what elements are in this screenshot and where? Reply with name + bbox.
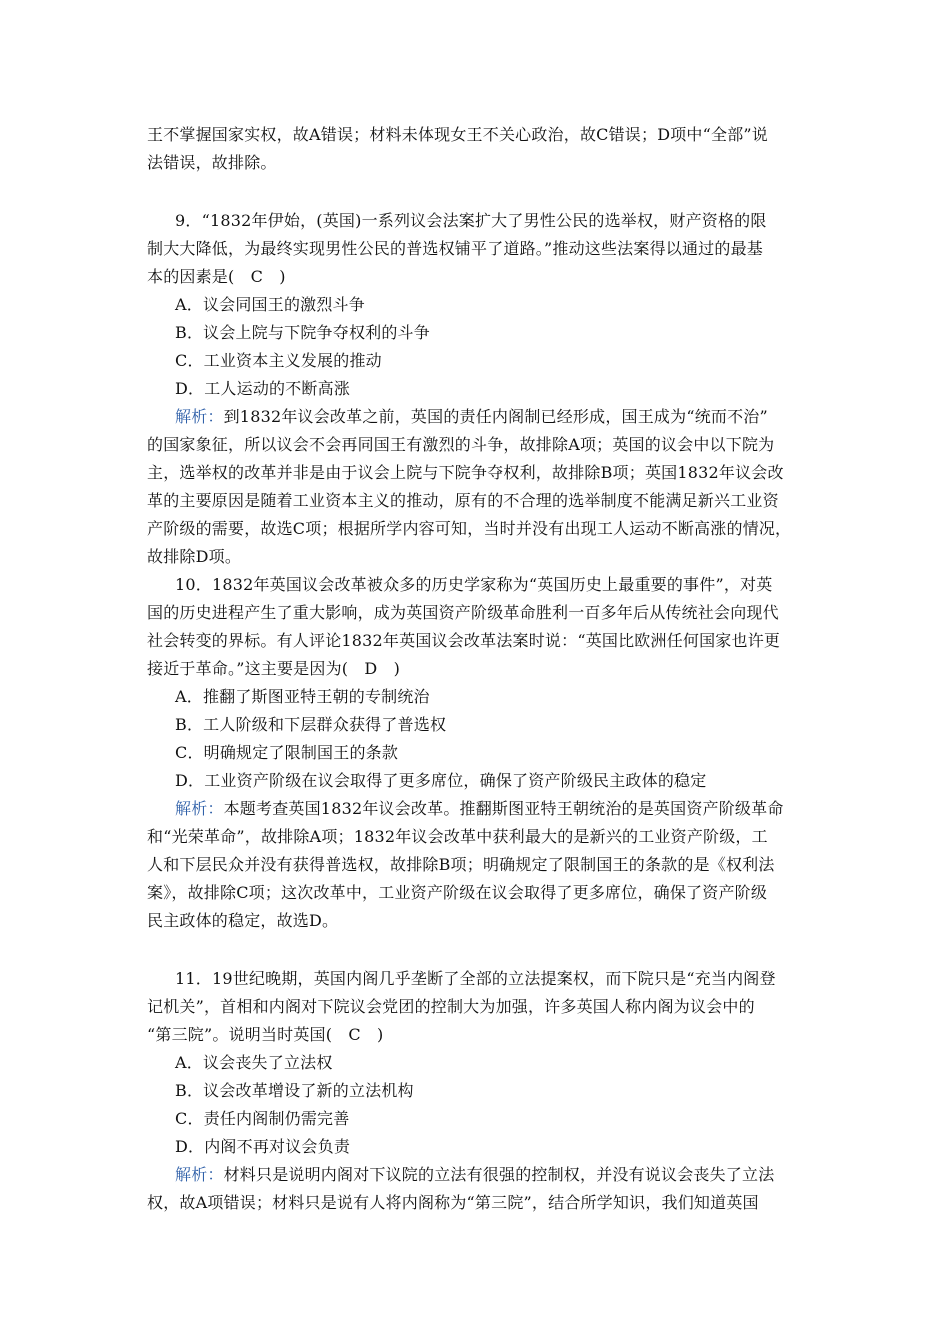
q10-stem-line: 10．1832年英国议会改革被众多的历史学家称为“英国历史上最重要的事件”，对英 — [175, 575, 773, 594]
q9-analysis-text: 到1832年议会改革之前，英国的责任内阁制已经形成，国王成为“统而不治” — [223, 407, 768, 426]
q11-stem-line: 记机关”，首相和内阁对下院议会党团的控制大为加强，许多英国人称内阁为议会中的 — [147, 997, 755, 1016]
analysis-label: 解析： — [175, 407, 224, 426]
q9-stem-line: 9．“1832年伊始，(英国)一系列议会法案扩大了男性公民的选举权，财产资格的限 — [175, 211, 767, 230]
q11-analysis-first-line — [175, 1162, 774, 1185]
q10-analysis-line: 人和下层民众并没有获得普选权，故排除B项；明确规定了限制国王的条款的是《权利法 — [147, 855, 775, 874]
analysis-label: 解析： — [175, 1165, 224, 1184]
q9-option-a: A．议会同国王的激烈斗争 — [175, 295, 365, 314]
q10-option-c: C．明确规定了限制国王的条款 — [175, 743, 399, 762]
q10-stem-line: 社会转变的界标。有人评论1832年英国议会改革法案时说：“英国比欧洲任何国家也许更 — [147, 631, 781, 650]
q11-stem-line: 11．19世纪晚期，英国内阁几乎垄断了全部的立法提案权，而下院只是“充当内阁登 — [175, 969, 776, 988]
q11-option-b: B．议会改革增设了新的立法机构 — [175, 1081, 414, 1100]
q11-option-a: A．议会丧失了立法权 — [175, 1053, 333, 1072]
q9-analysis-line: 主，选举权的改革并非是由于议会上院与下院争夺权利，故排除B项；英国1832年议会改 — [147, 463, 784, 482]
q9-analysis-line: 故排除D项。 — [147, 547, 242, 566]
q11-analysis-line: 权，故A项错误；材料只是说有人将内阁称为“第三院”，结合所学知识，我们知道英国 — [147, 1193, 759, 1212]
intro-line: 法错误，故排除。 — [147, 153, 277, 172]
q10-analysis-line: 案》，故排除C项；这次改革中，工业资产阶级在议会取得了更多席位，确保了资产阶级 — [147, 883, 768, 902]
q10-analysis-line: 和“光荣革命”，故排除A项；1832年议会改革中获利最大的是新兴的工业资产阶级，工 — [147, 827, 768, 846]
q10-analysis-text: 本题考查英国1832年议会改革。推翻斯图亚特王朝统治的是英国资产阶级革命 — [223, 799, 784, 818]
q9-analysis-line: 革的主要原因是随着工业资本主义的推动，原有的不合理的选举制度不能满足新兴工业资 — [147, 491, 779, 510]
q11-stem-line: “第三院”。说明当时英国( C ) — [147, 1025, 384, 1044]
analysis-label: 解析： — [175, 799, 224, 818]
q9-analysis-first-line — [175, 404, 768, 427]
intro-line: 王不掌握国家实权，故A错误；材料未体现女王不关心政治，故C错误；D项中“全部”说 — [147, 125, 768, 144]
q10-analysis-line: 民主政体的稳定，故选D。 — [147, 911, 339, 930]
q11-analysis-text: 材料只是说明内阁对下议院的立法有很强的控制权，并没有说议会丧失了立法 — [223, 1165, 775, 1184]
q9-analysis-line: 的国家象征，所以议会不会再同国王有激烈的斗争，故排除A项；英国的议会中以下院为 — [147, 435, 775, 454]
q9-option-b: B．议会上院与下院争夺权利的斗争 — [175, 323, 430, 342]
q9-analysis-line: 产阶级的需要，故选C项；根据所学内容可知，当时并没有出现工人运动不断高涨的情况， — [147, 519, 792, 538]
q9-stem-line: 制大大降低，为最终实现男性公民的普选权铺平了道路。”推动这些法案得以通过的最基 — [147, 239, 763, 258]
q10-stem-line: 接近于革命。”这主要是因为( D ) — [147, 659, 401, 678]
q11-option-c: C．责任内阁制仍需完善 — [175, 1109, 350, 1128]
q10-option-a: A．推翻了斯图亚特王朝的专制统治 — [175, 687, 430, 706]
q9-option-d: D．工人运动的不断高涨 — [175, 379, 351, 398]
q10-option-d: D．工业资产阶级在议会取得了更多席位，确保了资产阶级民主政体的稳定 — [175, 771, 707, 790]
q9-stem-line: 本的因素是( C ) — [147, 267, 286, 286]
q11-option-d: D．内阁不再对议会负责 — [175, 1137, 351, 1156]
q10-stem-line: 国的历史进程产生了重大影响，成为英国资产阶级革命胜利一百多年后从传统社会向现代 — [147, 603, 779, 622]
q9-option-c: C．工业资本主义发展的推动 — [175, 351, 382, 370]
q10-option-b: B．工人阶级和下层群众获得了普选权 — [175, 715, 447, 734]
q10-analysis-first-line — [175, 796, 784, 819]
